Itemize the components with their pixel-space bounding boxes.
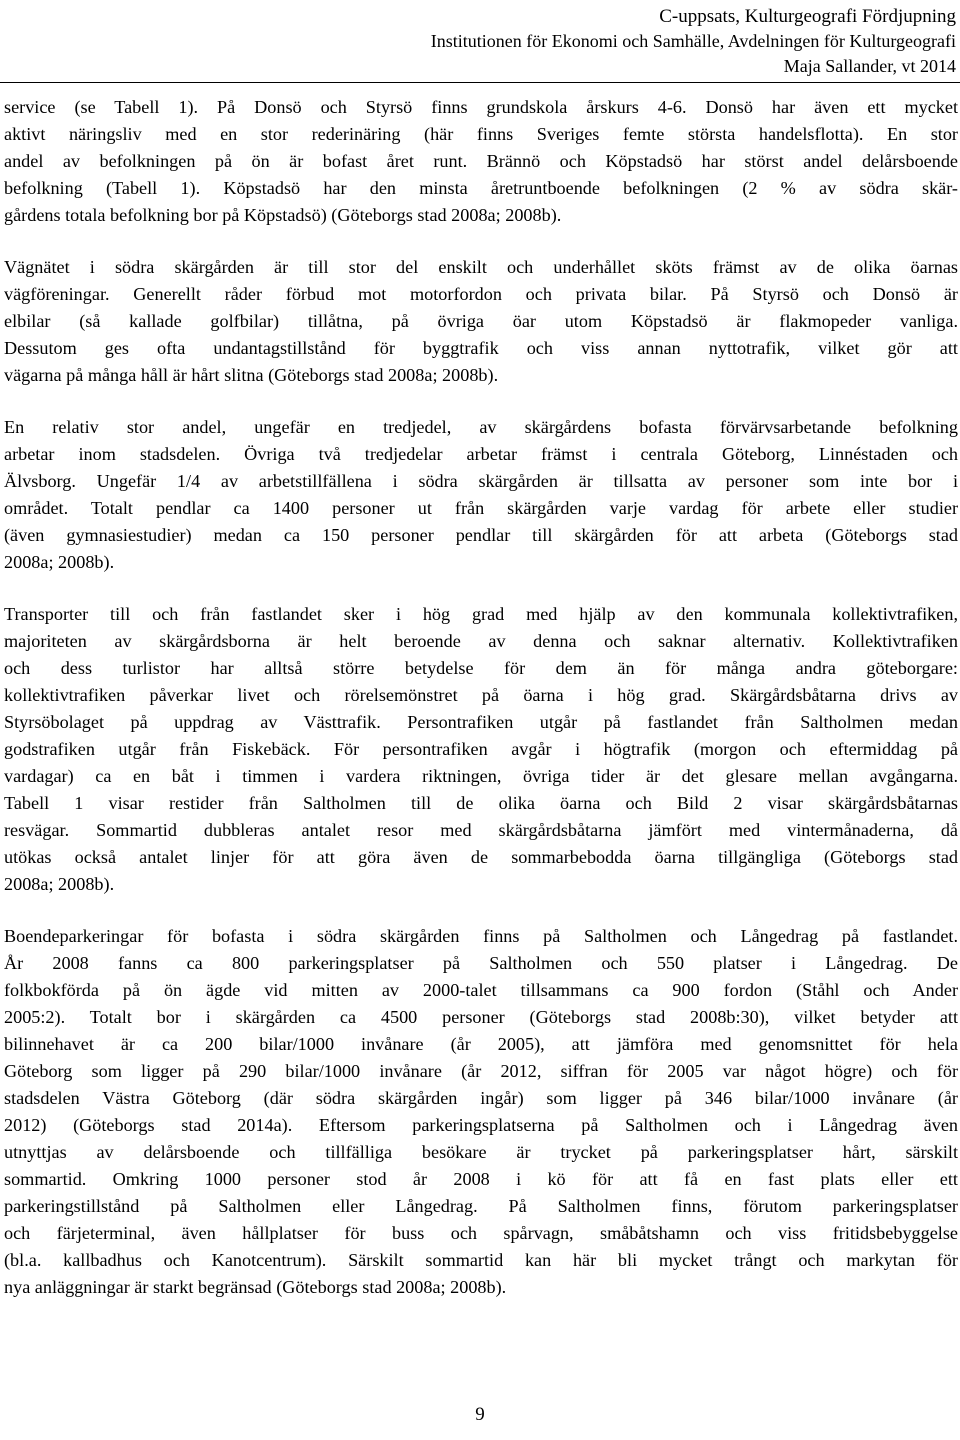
text-line: (även gymnasiestudier) medan ca 150 personer pendlar till skärgården för att arbeta (Göteborgs stad [4,525,958,545]
page-number: 9 [475,1404,485,1425]
text-line: 2008a; 2008b). [4,874,115,894]
text-line: utökas också antalet linjer för att göra även de sommarbebodda öarna tillgängliga (Göteborgs stad [4,847,958,867]
text-line: sommartid. Omkring 1000 personer stod år 2008 i kö för att få en fast plats eller ett [4,1169,958,1189]
header-author: Maja Sallander, vt 2014 [783,56,956,76]
text-line: Vägnätet i södra skärgården är till stor del enskilt och underhållet sköts främst av de olika öarnas [4,257,958,277]
text-line: parkeringstillstånd på Saltholmen eller Långedrag. På Saltholmen finns, förutom parkeringsplatser [4,1196,958,1216]
text-line: kollektivtrafiken påverkar livet och rörelsemönstret på öarna i hög grad. Skärgårdsbåtarna drivs av [4,685,958,705]
text-line: vägarna på många håll är hårt slitna (Göteborgs stad 2008a; 2008b). [4,365,499,385]
text-line: området. Totalt pendlar ca 1400 personer ut från skärgården varje vardag för arbete eller studier [4,498,958,518]
text-line: Styrsöbolaget på uppdrag av Västtrafik. Persontrafiken utgår på fastlandet från Saltholmen medan [4,712,958,732]
text-line: Göteborg som ligger på 290 bilar/1000 invånare (år 2012, siffran för 2005 var något högre) och för [4,1061,958,1081]
text-line: utnyttjas av delårsboende och tillfälliga besökare är trycket på parkeringsplatser hårt, särskilt [4,1142,958,1162]
text-line: Älvsborg. Ungefär 1/4 av arbetstillfällena i södra skärgården är tillsatta av personer som inte bor i [4,471,958,491]
text-line: majoriteten av skärgårdsborna är helt beroende av denna och saknar alternativ. Kollektivtrafiken [4,631,958,651]
text-line: godstrafiken utgår från Fiskebäck. För persontrafiken avgår i högtrafik (morgon och eftermiddag på [4,739,958,759]
text-line: befolkning (Tabell 1). Köpstadsö har den minsta åretruntboende befolkningen (2 % av södra skär- [4,178,958,198]
text-line: service (se Tabell 1). På Donsö och Styrsö finns grundskola årskurs 4-6. Donsö har även ett mycket [4,97,958,117]
text-line: bilinnehavet är ca 200 bilar/1000 invånare (år 2005), att jämföra med genomsnittet för hela [4,1034,958,1054]
paragraph [4,94,958,229]
paragraph [4,923,958,1301]
body-text [4,94,958,1301]
header-department: Institutionen för Ekonomi och Samhälle, Avdelningen för Kulturgeografi [430,31,956,51]
text-line: elbilar (så kallade golfbilar) tillåtna, på övriga öar utom Köpstadsö är flakmopeder vanliga. [4,311,958,331]
text-line: Tabell 1 visar restider från Saltholmen till de olika öarna och Bild 2 visar skärgårdsbåtarnas [4,793,958,813]
paragraph [4,254,958,389]
text-line: Dessutom ges ofta undantagstillstånd för byggtrafik och viss annan nyttotrafik, vilket gör att [4,338,958,358]
header-divider [0,82,960,83]
text-line: 2008a; 2008b). [4,552,115,572]
text-line: och färjeterminal, även hållplatser för buss och spårvagn, småbåtshamn och viss fritidsbebyggelse [4,1223,958,1243]
text-line: 2012) (Göteborgs stad 2014a). Eftersom parkeringsplatserna på Saltholmen och i Långedrag även [4,1115,958,1135]
text-line: och dess turlistor har alltså större betydelse för dem än för många andra göteborgare: [4,658,958,678]
text-line: Boendeparkeringar för bofasta i södra skärgården finns på Saltholmen och Långedrag på fastlandet. [4,926,958,946]
text-line: En relativ stor andel, ungefär en tredjedel, av skärgårdens bofasta förvärvsarbetande befolkning [4,417,958,437]
text-line: (bl.a. kallbadhus och Kanotcentrum). Särskilt sommartid kan här bli mycket trångt och markytan för [4,1250,958,1270]
text-line: resvägar. Sommartid dubbleras antalet resor med skärgårdsbåtarna jämfört med vintermånaderna, då [4,820,958,840]
text-line: 2005:2). Totalt bor i skärgården ca 4500 personer (Göteborgs stad 2008b:30), vilket betyder att [4,1007,958,1027]
header-title: C-uppsats, Kulturgeografi Fördjupning [659,6,956,27]
text-line: vägföreningar. Generellt råder förbud mot motorfordon och privata bilar. På Styrsö och Donsö är [4,284,958,304]
paragraph [4,601,958,898]
text-line: andel av befolkningen på ön är bofast året runt. Brännö och Köpstadsö har störst andel delårsboende [4,151,958,171]
text-line: Transporter till och från fastlandet sker i hög grad med hjälp av den kommunala kollektivtrafiken, [4,604,958,624]
text-line: År 2008 fanns ca 800 parkeringsplatser på Saltholmen och 550 platser i Långedrag. De [4,953,958,973]
text-line: folkbokförda på ön ägde vid mitten av 2000-talet tillsammans ca 900 fordon (Ståhl och Ander [4,980,958,1000]
text-line: gårdens totala befolkning bor på Köpstadsö) (Göteborgs stad 2008a; 2008b). [4,205,562,225]
text-line: arbetar inom stadsdelen. Övriga två tredjedelar arbetar främst i centrala Göteborg, Linnéstaden och [4,444,958,464]
text-line: stadsdelen Västra Göteborg (där södra skärgården ingår) som ligger på 346 bilar/1000 invånare (år [4,1088,958,1108]
text-line: vardagar) ca en båt i timmen i vardera riktningen, övriga tider är det glesare mellan avgångarna. [4,766,958,786]
page-header [431,4,956,79]
text-line: aktivt näringsliv med en stor rederinäring (här finns Sveriges femte största handelsflotta). En stor [4,124,958,144]
paragraph [4,414,958,576]
text-line: nya anläggningar är starkt begränsad (Göteborgs stad 2008a; 2008b). [4,1277,507,1297]
